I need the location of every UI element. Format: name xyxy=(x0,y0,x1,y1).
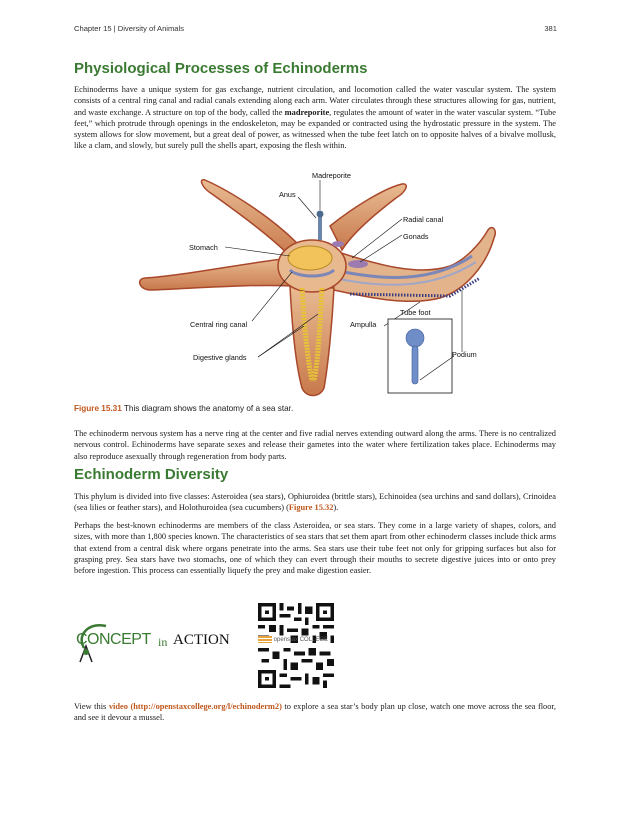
term-madreporite: madreporite xyxy=(284,107,330,117)
sea-star-arm-upper-right xyxy=(330,184,406,250)
concept-in-action-logo xyxy=(72,618,242,664)
madreporite-plate xyxy=(317,211,324,218)
running-header-chapter: Chapter 15 | Diversity of Animals xyxy=(74,24,185,33)
figure-reference-link[interactable]: Figure 15.32 xyxy=(288,503,334,513)
logo-in-text: in xyxy=(158,635,168,649)
paragraph-five-classes: This phylum is divided into five classes: Asteroidea (sea stars), Ophiuroidea (brittle stars), Echinoidea (sea urchins and sand dollars), Crinoidea (sea lilies or feather stars), and Holothuroidea (sea cucumbers) (Figure 15.32). xyxy=(74,492,556,513)
paragraph-water-vascular: Echinoderms have a unique system for gas exchange, nutrient circulation, and locomotion called the water vascular system. The system consists of a central ring canal and radial canals extending along each arm. Water circulates through these structures allowing for gas, nutrient, and waste exchange. A structure on top of the body, called the madreporite, regulates the amount of water in the water vascular system. “Tube feet,” which protrude through openings in the endoskeleton, may be expanded or contracted using the hydrostatic pressure in the system. The system allows for slow movement, but a great deal of power, as witnessed when the tube feet latch on to opposite halves of a bivalve mollusk, like a clam, and slowly, but surely pull the shells apart, exposing the flesh within. xyxy=(74,85,556,151)
paragraph-video: View this video (http://openstaxcollege.org/l/echinoderm2) to explore a sea star’s body plan up close, watch one move across the sea floor, and see it devour a mussel. xyxy=(74,702,556,723)
label-radial-canal: Radial canal xyxy=(403,215,444,224)
paragraph-sea-stars: Perhaps the best-known echinoderms are members of the class Asteroidea, or sea stars. They come in a large variety of shapes, colors, and sizes, with more than 1,800 species known. The characteristics of sea stars that set them apart from other echinoderm classes include thick arms that extend from a central disk where organs penetrate into the arms. Sea stars use their tube feet not only for gripping surfaces but also for grasping prey. Sea stars have two stomachs, one of which they can evert through their mouths to secrete digestive juices into or onto prey before ingestion. This process can essentially liquefy the prey and make digestion easier. xyxy=(74,521,556,576)
label-tube-foot: Tube foot xyxy=(400,308,431,317)
podium-stalk xyxy=(412,346,418,384)
stomach xyxy=(288,246,332,270)
section-heading-diversity: Echinoderm Diversity xyxy=(74,466,229,483)
openstax-logo-icon xyxy=(258,636,272,643)
label-gonads: Gonads xyxy=(403,232,429,241)
label-anus: Anus xyxy=(279,190,296,199)
logo-action-text: ACTION xyxy=(173,632,230,648)
label-central-ring-canal: Central ring canal xyxy=(190,320,248,329)
figure-caption: Figure 15.31 This diagram shows the anatomy of a sea star. xyxy=(74,404,294,413)
video-link[interactable]: video (http://openstaxcollege.org/l/echinoderm2) xyxy=(108,702,282,711)
paragraph-nervous-system: The echinoderm nervous system has a nerve ring at the center and five radial nerves extending outward along the arms. There is no centralized nervous control. Echinoderms have separate sexes and release their gametes into the water where fertilization takes place. Echinoderms may also reproduce asexually through regeneration from body parts. xyxy=(74,429,556,461)
qr-code-bottom[interactable] xyxy=(258,648,334,688)
label-ampulla: Ampulla xyxy=(350,320,377,329)
madreporite-structure xyxy=(318,214,322,240)
logo-concept-text: CONCEPT xyxy=(76,631,151,648)
page-number: 381 xyxy=(544,24,557,33)
section-heading-physiology: Physiological Processes of Echinoderms xyxy=(74,60,368,77)
tube-foot-inset-box xyxy=(388,319,452,393)
figure-number: Figure 15.31 xyxy=(74,404,122,413)
sea-star-illustration xyxy=(120,166,520,398)
gonad-1 xyxy=(348,260,368,268)
label-madreporite: Madreporite xyxy=(312,171,351,180)
label-digestive-glands: Digestive glands xyxy=(193,353,247,362)
sea-star-arm-left xyxy=(140,258,292,290)
gonad-2 xyxy=(332,241,344,247)
openstax-college-mark: openstax COLLEGE xyxy=(258,636,338,646)
label-stomach: Stomach xyxy=(189,243,218,252)
sea-star-anatomy-figure xyxy=(120,166,520,398)
label-podium: Podium xyxy=(452,350,477,359)
ampulla-bulb xyxy=(406,329,424,347)
